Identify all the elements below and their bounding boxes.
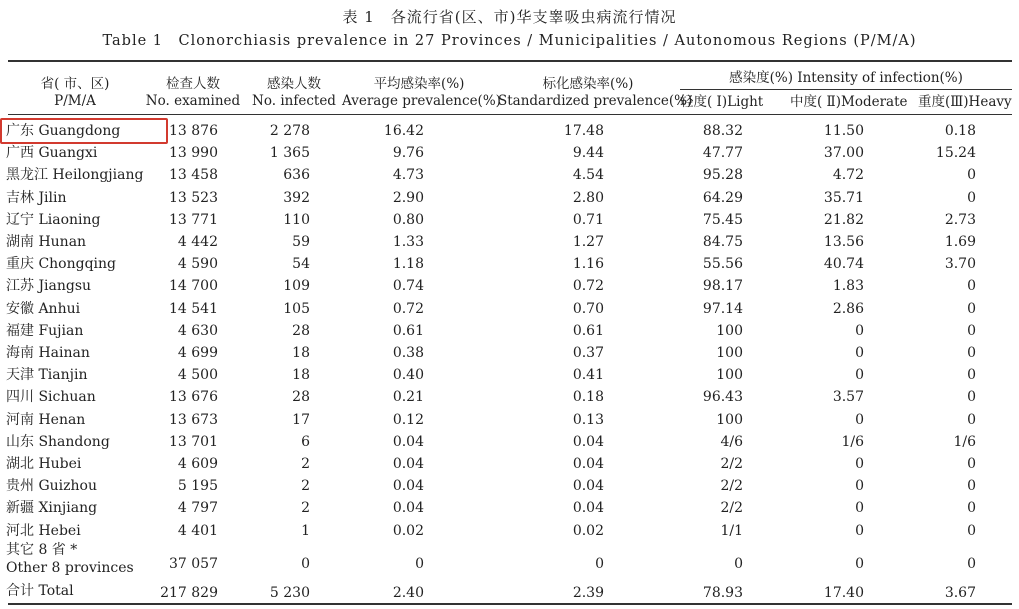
row-infected: 18	[292, 345, 310, 361]
row-examined: 5 195	[177, 478, 218, 494]
row-examined: 4 401	[177, 523, 218, 539]
row-moderate: 1.83	[832, 278, 864, 294]
row-light: 95.28	[702, 167, 743, 183]
row-average: 0	[415, 556, 424, 572]
row-heavy: 0	[967, 190, 976, 206]
row-average: 2.90	[392, 190, 424, 206]
row-infected: 5 230	[269, 585, 310, 601]
row-standardized: 0.70	[572, 301, 604, 317]
row-province: 天津 Tianjin	[6, 367, 88, 383]
row-average: 4.73	[392, 167, 424, 183]
row-moderate: 0	[855, 412, 864, 428]
row-average: 0.21	[392, 389, 424, 405]
row-heavy: 0	[967, 389, 976, 405]
row-heavy: 0.18	[944, 123, 976, 139]
row-province: 河南 Henan	[6, 412, 86, 428]
row-standardized: 0.02	[572, 523, 604, 539]
row-heavy: 0	[967, 323, 976, 339]
row-moderate: 0	[855, 500, 864, 516]
row-heavy: 0	[967, 367, 976, 383]
header-examined: 检查人数 No. examined	[145, 76, 241, 109]
row-standardized: 1.27	[572, 234, 604, 250]
row-examined: 13 990	[169, 145, 218, 161]
row-average: 0.04	[392, 500, 424, 516]
header-moderate: 中度( Ⅱ)Moderate	[790, 94, 908, 110]
row-moderate: 13.56	[823, 234, 864, 250]
row-average: 16.42	[383, 123, 424, 139]
header-province: 省( 市、区) P/M/A	[40, 76, 110, 109]
row-moderate: 0	[855, 556, 864, 572]
row-province: 湖南 Hunan	[6, 234, 87, 250]
row-average: 0.72	[392, 301, 424, 317]
row-light: 100	[716, 367, 743, 383]
header-light: 轻度( Ⅰ)Light	[680, 94, 764, 110]
row-moderate: 0	[855, 478, 864, 494]
row-province: 安徽 Anhui	[6, 301, 81, 317]
row-infected: 636	[283, 167, 310, 183]
row-heavy: 0	[967, 412, 976, 428]
row-moderate: 37.00	[823, 145, 864, 161]
table-title-en: Table 1 Clonorchiasis prevalence in 27 Provinces / Municipalities / Autonomous Regions (P/M/A)	[102, 33, 917, 49]
row-light: 78.93	[702, 585, 743, 601]
row-moderate: 0	[855, 323, 864, 339]
row-province: 四川 Sichuan	[6, 389, 96, 405]
row-heavy: 0	[967, 500, 976, 516]
row-light: 96.43	[702, 389, 743, 405]
row-infected: 28	[292, 389, 310, 405]
row-average: 0.04	[392, 478, 424, 494]
row-light: 75.45	[702, 212, 743, 228]
row-standardized: 0.72	[572, 278, 604, 294]
row-heavy: 3.70	[944, 256, 976, 272]
row-province: 广东 Guangdong	[6, 123, 121, 139]
row-standardized: 0.61	[572, 323, 604, 339]
row-infected: 59	[292, 234, 310, 250]
row-light: 0	[734, 556, 743, 572]
row-examined: 4 609	[177, 456, 218, 472]
row-heavy: 0	[967, 456, 976, 472]
row-infected: 110	[283, 212, 310, 228]
row-infected: 105	[283, 301, 310, 317]
row-examined: 4 699	[177, 345, 218, 361]
row-light: 100	[716, 345, 743, 361]
row-province: 广西 Guangxi	[6, 145, 98, 161]
row-examined: 14 541	[169, 301, 218, 317]
row-examined: 13 458	[169, 167, 218, 183]
row-examined: 14 700	[169, 278, 218, 294]
row-light: 55.56	[702, 256, 743, 272]
row-examined: 13 676	[169, 389, 218, 405]
row-infected: 2	[301, 500, 310, 516]
row-heavy: 0	[967, 478, 976, 494]
row-examined: 13 701	[169, 434, 218, 450]
row-standardized: 17.48	[563, 123, 604, 139]
row-examined: 4 630	[177, 323, 218, 339]
row-light: 97.14	[702, 301, 743, 317]
row-examined: 4 590	[177, 256, 218, 272]
row-light: 2/2	[720, 500, 743, 516]
row-examined: 13 876	[169, 123, 218, 139]
row-average: 0.04	[392, 434, 424, 450]
row-heavy: 1.69	[944, 234, 976, 250]
row-heavy: 0	[967, 167, 976, 183]
row-average: 0.74	[392, 278, 424, 294]
row-infected: 392	[283, 190, 310, 206]
row-moderate: 0	[855, 367, 864, 383]
row-standardized: 2.39	[572, 585, 604, 601]
row-standardized: 0.37	[572, 345, 604, 361]
row-examined: 13 523	[169, 190, 218, 206]
row-moderate: 21.82	[823, 212, 864, 228]
row-light: 2/2	[720, 456, 743, 472]
row-moderate: 1/6	[841, 434, 864, 450]
row-standardized: 1.16	[572, 256, 604, 272]
row-infected: 6	[301, 434, 310, 450]
row-infected: 1	[301, 523, 310, 539]
intensity-subrule	[680, 89, 1012, 90]
row-standardized: 4.54	[572, 167, 604, 183]
row-examined: 13 771	[169, 212, 218, 228]
row-infected: 28	[292, 323, 310, 339]
row-province: 河北 Hebei	[6, 523, 81, 539]
row-province: 江苏 Jiangsu	[6, 278, 92, 294]
row-heavy: 0	[967, 556, 976, 572]
row-light: 100	[716, 323, 743, 339]
row-examined: 217 829	[160, 585, 218, 601]
row-average: 0.40	[392, 367, 424, 383]
row-moderate: 35.71	[823, 190, 864, 206]
row-standardized: 0.04	[572, 434, 604, 450]
row-infected: 54	[292, 256, 310, 272]
row-light: 47.77	[702, 145, 743, 161]
row-heavy: 1/6	[953, 434, 976, 450]
row-moderate: 17.40	[823, 585, 864, 601]
row-examined: 4 500	[177, 367, 218, 383]
row-examined: 4 442	[177, 234, 218, 250]
row-average: 0.12	[392, 412, 424, 428]
row-province: 重庆 Chongqing	[6, 256, 117, 272]
header-rule	[8, 114, 1012, 115]
row-standardized: 0.04	[572, 478, 604, 494]
row-standardized: 9.44	[572, 145, 604, 161]
header-heavy: 重度(Ⅲ)Heavy	[918, 94, 1012, 110]
row-examined: 13 673	[169, 412, 218, 428]
row-heavy: 0	[967, 523, 976, 539]
row-heavy: 3.67	[944, 585, 976, 601]
row-average: 0.04	[392, 456, 424, 472]
row-light: 88.32	[702, 123, 743, 139]
row-average: 0.80	[392, 212, 424, 228]
row-average: 0.02	[392, 523, 424, 539]
row-moderate: 0	[855, 345, 864, 361]
row-heavy: 0	[967, 278, 976, 294]
row-province: 黑龙江 Heilongjiang	[6, 167, 144, 183]
row-heavy: 15.24	[935, 145, 976, 161]
row-province: 其它 8 省 * Other 8 provinces	[6, 542, 134, 576]
row-province: 新疆 Xinjiang	[6, 500, 98, 516]
row-light: 4/6	[720, 434, 743, 450]
row-average: 0.61	[392, 323, 424, 339]
row-light: 98.17	[702, 278, 743, 294]
row-standardized: 0.18	[572, 389, 604, 405]
row-province: 海南 Hainan	[6, 345, 90, 361]
row-standardized: 0	[595, 556, 604, 572]
header-standardized: 标化感染率(%) Standardized prevalence(%)	[498, 76, 693, 109]
row-province: 贵州 Guizhou	[6, 478, 97, 494]
row-moderate: 2.86	[832, 301, 864, 317]
top-rule	[8, 60, 1012, 62]
row-moderate: 0	[855, 523, 864, 539]
row-average: 2.40	[392, 585, 424, 601]
row-moderate: 0	[855, 456, 864, 472]
header-intensity: 感染度(%) Intensity of infection(%)	[729, 70, 963, 86]
row-province: 湖北 Hubei	[6, 456, 82, 472]
row-heavy: 0	[967, 301, 976, 317]
row-standardized: 0.04	[572, 456, 604, 472]
row-light: 1/1	[720, 523, 743, 539]
row-standardized: 0.13	[572, 412, 604, 428]
row-province: 合计 Total	[6, 583, 74, 599]
row-province: 辽宁 Liaoning	[6, 212, 101, 228]
row-infected: 2	[301, 478, 310, 494]
row-standardized: 2.80	[572, 190, 604, 206]
row-moderate: 11.50	[823, 123, 864, 139]
row-infected: 2 278	[269, 123, 310, 139]
row-infected: 17	[292, 412, 310, 428]
table-title-cn: 表 1 各流行省(区、市)华支睾吸虫病流行情况	[342, 8, 677, 26]
row-average: 0.38	[392, 345, 424, 361]
header-average: 平均感染率(%) Average prevalence(%)	[342, 76, 501, 109]
row-light: 100	[716, 412, 743, 428]
row-province: 福建 Fujian	[6, 323, 84, 339]
row-examined: 4 797	[177, 500, 218, 516]
row-light: 2/2	[720, 478, 743, 494]
row-infected: 1 365	[269, 145, 310, 161]
header-infected: 感染人数 No. infected	[252, 76, 336, 109]
row-moderate: 40.74	[823, 256, 864, 272]
row-province: 吉林 Jilin	[6, 190, 67, 206]
row-infected: 109	[283, 278, 310, 294]
row-light: 84.75	[702, 234, 743, 250]
row-light: 64.29	[702, 190, 743, 206]
row-average: 1.18	[392, 256, 424, 272]
row-moderate: 3.57	[832, 389, 864, 405]
row-province: 山东 Shandong	[6, 434, 110, 450]
row-infected: 2	[301, 456, 310, 472]
row-average: 9.76	[392, 145, 424, 161]
row-infected: 18	[292, 367, 310, 383]
row-moderate: 4.72	[832, 167, 864, 183]
row-standardized: 0.04	[572, 500, 604, 516]
row-average: 1.33	[392, 234, 424, 250]
row-infected: 0	[301, 556, 310, 572]
row-examined: 37 057	[169, 556, 218, 572]
row-heavy: 2.73	[944, 212, 976, 228]
row-standardized: 0.71	[572, 212, 604, 228]
row-heavy: 0	[967, 345, 976, 361]
row-standardized: 0.41	[572, 367, 604, 383]
